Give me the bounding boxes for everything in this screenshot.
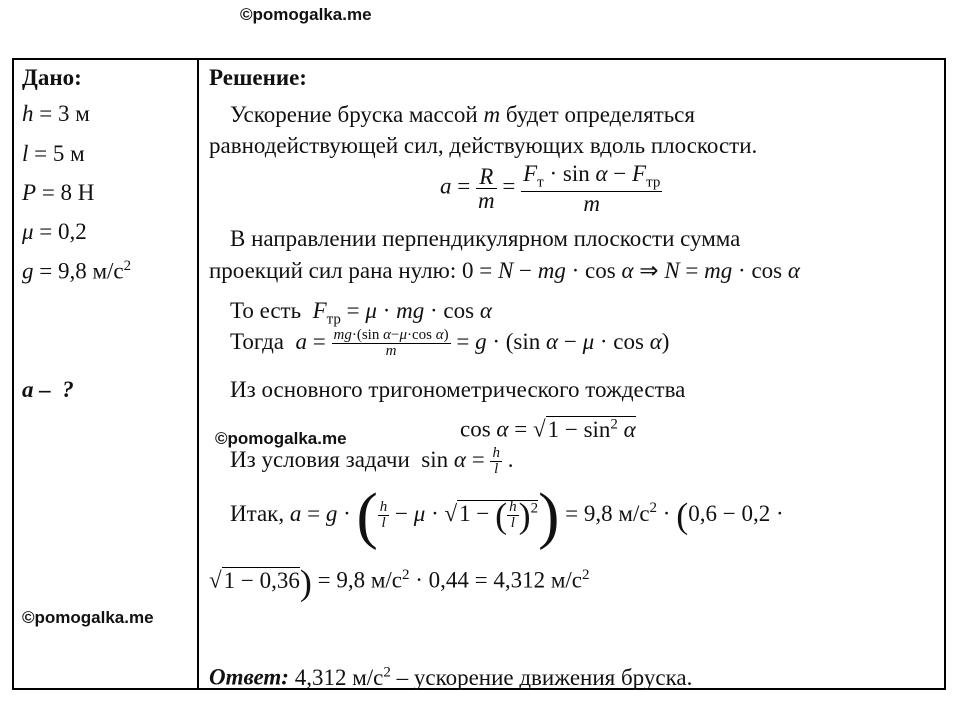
formula-acceleration: a = $\frac{R}{m}$ = $\frac{F_т \cdot \sin \alpha - F_{тр}}{m}$	[440, 161, 661, 216]
given-mu: μ = 0,2	[22, 219, 87, 244]
answer	[209, 665, 692, 689]
given-l: l = 5 м	[22, 141, 85, 166]
column-divider	[197, 58, 199, 690]
solution-final-line2: √1 − 0,36) = 9,8 $м/с^2 \cdot 0,44 = 4,312$ $м/с^2$	[209, 562, 590, 603]
watermark-left: ©pomogalka.me	[22, 608, 154, 627]
given-title: Дано:	[22, 65, 82, 90]
condition-prefix: Из условия задачи	[230, 446, 410, 472]
solution-friction: То есть $F_{тр} = \mu$ · mg · cos α	[230, 298, 492, 328]
watermark-top: ©pomogalka.me	[240, 5, 372, 24]
solution-p1-line2: равнодействующей сил, действующих вдоль плоскости.	[209, 133, 758, 158]
given-p: P = 8 Н	[22, 180, 95, 205]
watermark-middle: ©pomogalka.me	[215, 429, 347, 448]
solution-final-line1: Итак, a = g · ( $\frac{h}{l}$ − μ · √1 − ( $\frac{h}{l}$ )$^2$) = 9,8 $м/с^2 \cdot (0,6 - 0,2$ ·	[230, 479, 784, 551]
final-prefix: Итак,	[230, 500, 285, 526]
solution-p1-line1: Ускорение бруска массой m будет определяться	[230, 102, 695, 127]
given-find: a – ?	[22, 377, 74, 402]
given-h: h = 3 м	[22, 101, 90, 126]
given-g: g = 9,8 $м/с^2$	[22, 258, 132, 284]
solution-title: Решение:	[209, 65, 307, 90]
friction-prefix: То есть	[230, 298, 302, 323]
solution-p2-line2: проекций сил рана нулю: 0 = N − mg · cos α ⇒ N = mg · cos α	[209, 258, 800, 283]
formula-cos: $\cos \alpha = √1 - \sin^2 \alpha$	[460, 416, 636, 442]
answer-label: Ответ:	[209, 664, 289, 690]
solution-p2-line1: В направлении перпендикулярном плоскости сумма	[230, 226, 741, 251]
answer-text: 4,312 $м/с^2$ – ускорение движения бруска.	[294, 664, 693, 690]
then-prefix: Тогда	[230, 328, 285, 354]
solution-identity-text: Из основного тригонометрического тождества	[230, 377, 686, 402]
solution-then: Тогда a = $\frac{\text{mg·(sin α−μ·cos α)}}{m}$ = g · (sin α − μ · cos α)	[230, 327, 670, 359]
solution-condition: Из условия задачи sin α = $\frac{h}{l}$ .	[230, 445, 514, 477]
